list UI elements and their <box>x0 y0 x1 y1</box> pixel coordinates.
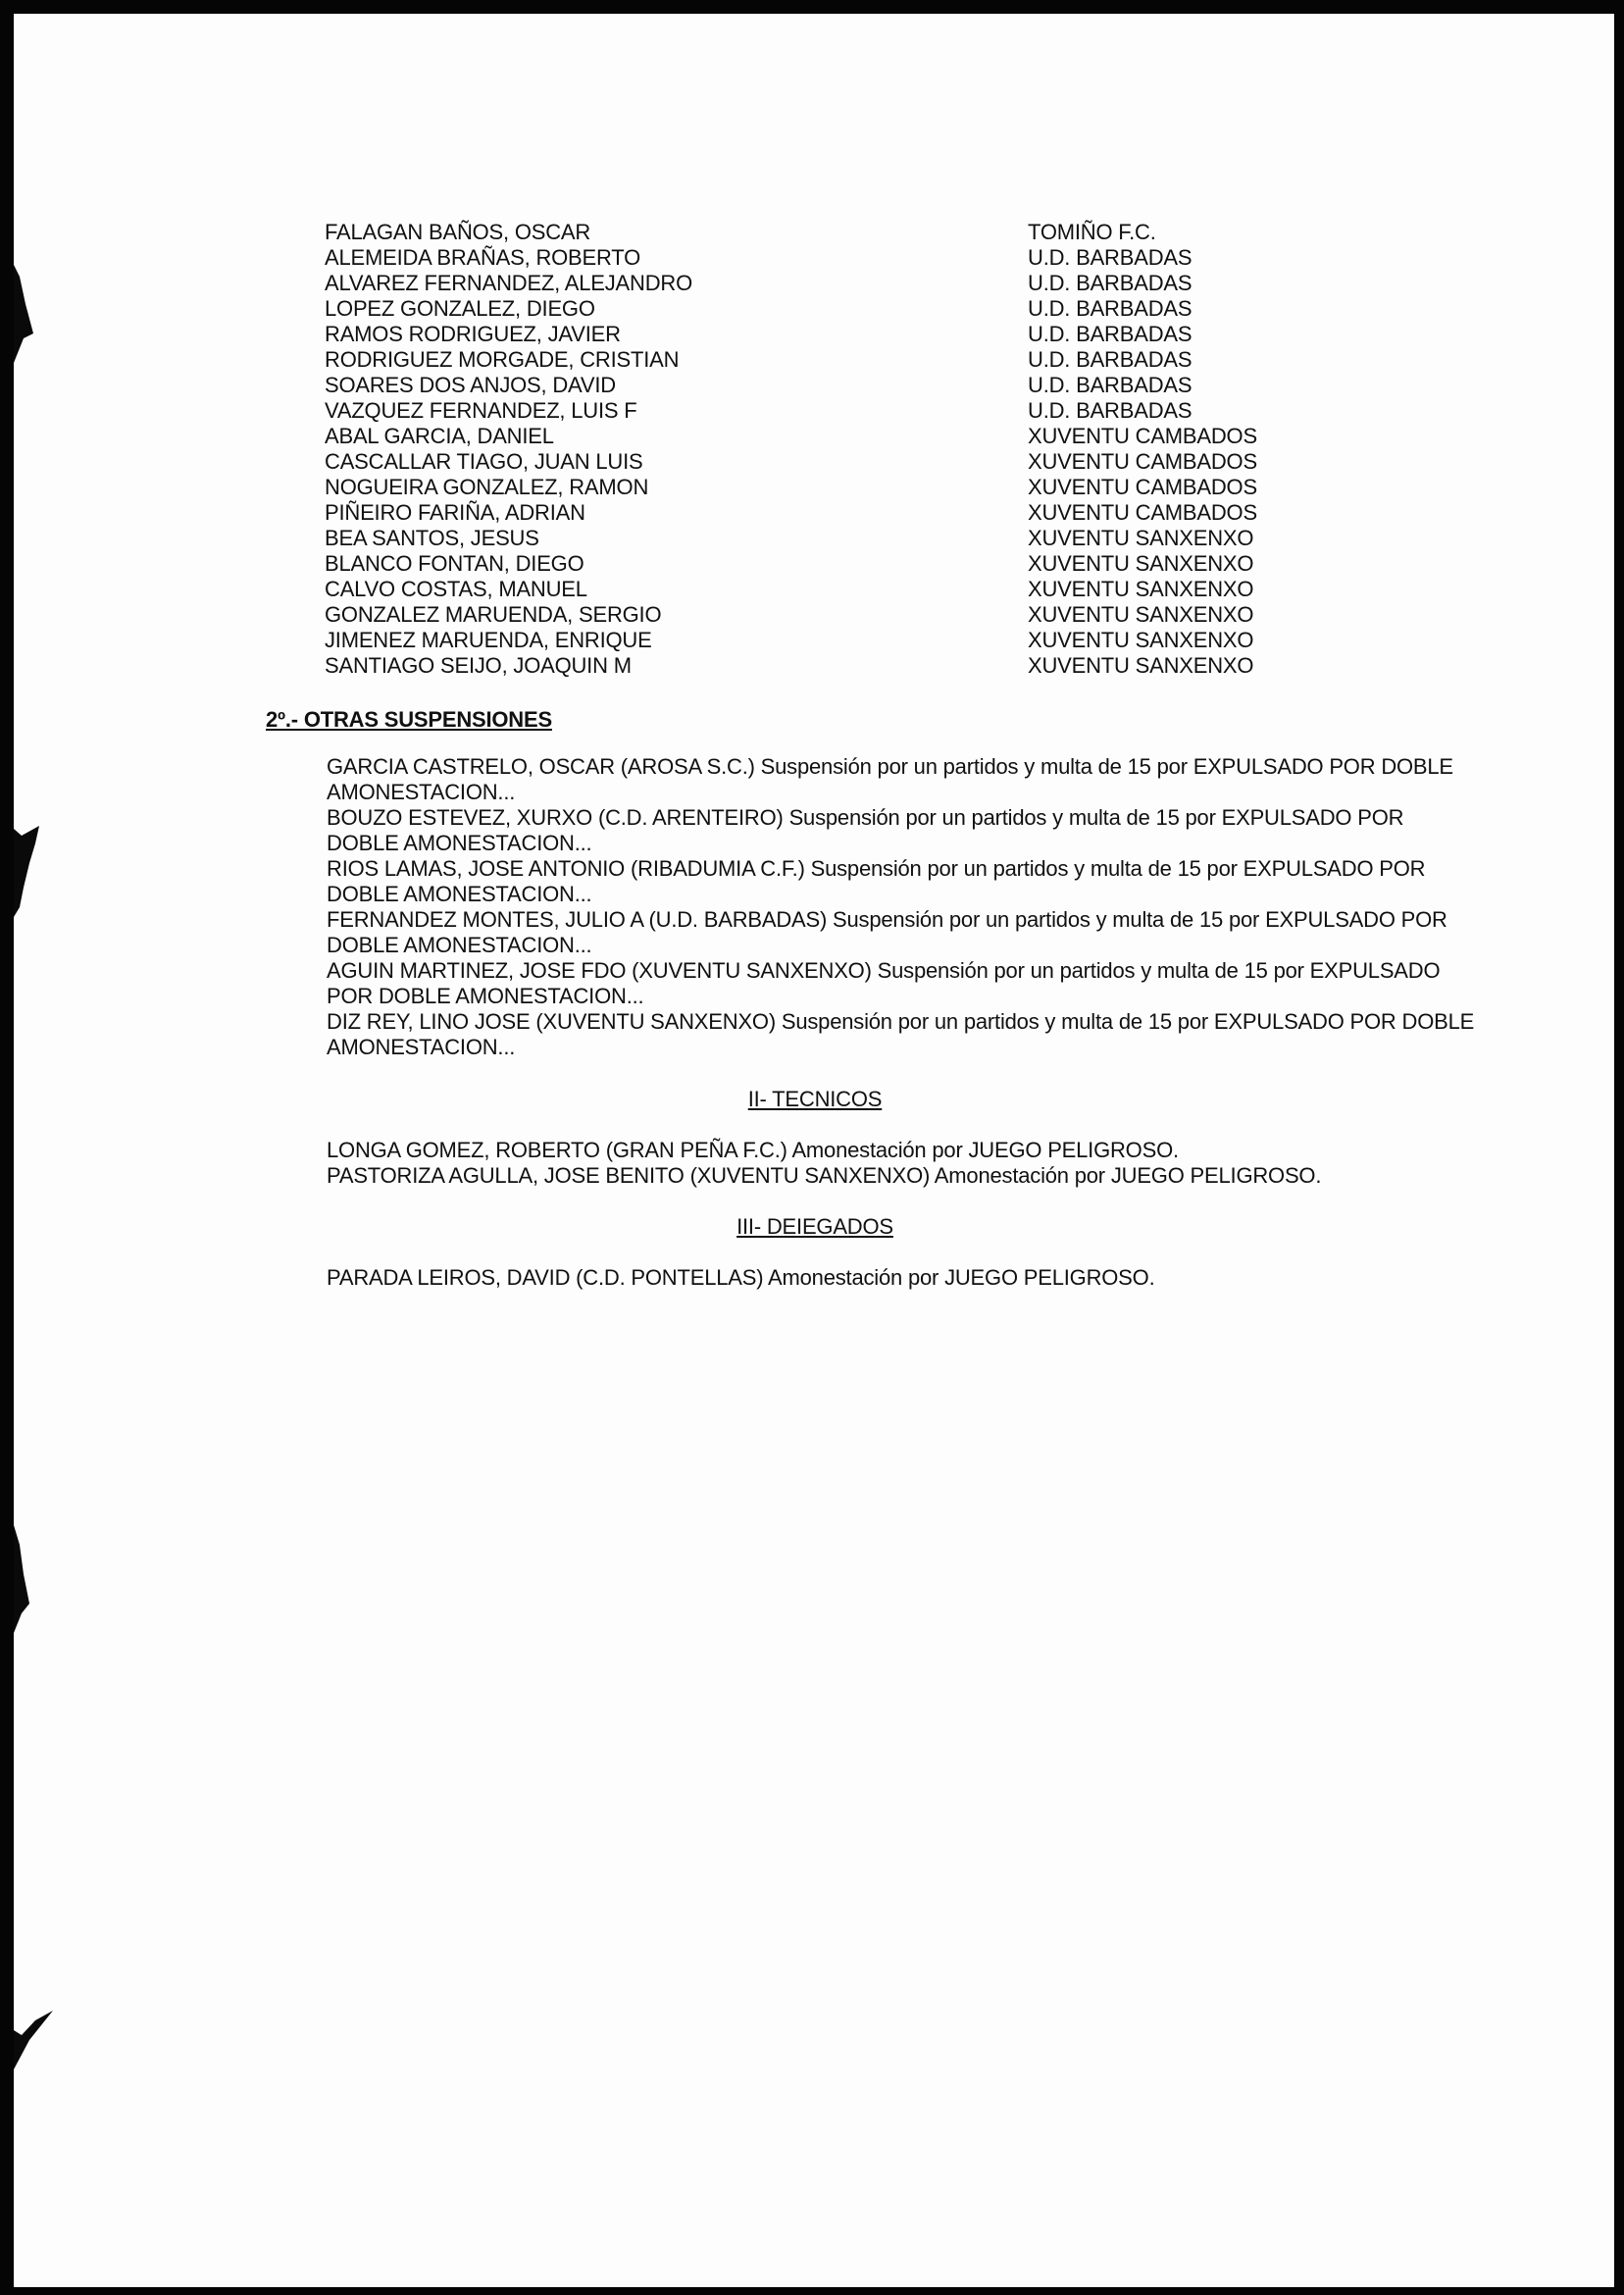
player-club: XUVENTU CAMBADOS <box>1028 500 1257 525</box>
delegados-heading-text: III- DEIEGADOS <box>736 1214 893 1239</box>
sanction-line: DOBLE AMONESTACION... <box>327 831 592 855</box>
player-name: SOARES DOS ANJOS, DAVID <box>325 373 616 397</box>
player-club: U.D. BARBADAS <box>1028 296 1193 321</box>
otras-suspensiones-heading: 2º.- OTRAS SUSPENSIONES <box>266 707 552 732</box>
player-name: ALEMEIDA BRAÑAS, ROBERTO <box>325 245 641 270</box>
player-club: XUVENTU SANXENXO <box>1028 602 1254 627</box>
list-item <box>327 805 1533 856</box>
player-club: XUVENTU SANXENXO <box>1028 551 1254 576</box>
player-name: BLANCO FONTAN, DIEGO <box>325 551 584 576</box>
table-row <box>325 526 1403 551</box>
table-row <box>325 449 1403 475</box>
sanction-line: POR DOBLE AMONESTACION... <box>327 984 644 1008</box>
list-item <box>327 907 1533 958</box>
sanction-line: DIZ REY, LINO JOSE (XUVENTU SANXENXO) Suspensión por un partidos y multa de 15 por EXPULSADO POR DOBLE <box>327 1009 1475 1034</box>
table-row <box>325 602 1403 628</box>
player-club: U.D. BARBADAS <box>1028 271 1193 295</box>
player-club: U.D. BARBADAS <box>1028 245 1193 270</box>
player-name: SANTIAGO SEIJO, JOAQUIN M <box>325 653 632 678</box>
tecnicos-heading <box>0 1087 1624 1112</box>
sanction-line: DOBLE AMONESTACION... <box>327 933 592 957</box>
table-row <box>325 475 1403 500</box>
table-row <box>325 500 1403 526</box>
player-name: ALVAREZ FERNANDEZ, ALEJANDRO <box>325 271 692 295</box>
list-item: LONGA GOMEZ, ROBERTO (GRAN PEÑA F.C.) Amonestación por JUEGO PELIGROSO. <box>327 1138 1179 1162</box>
player-name: FALAGAN BAÑOS, OSCAR <box>325 220 591 244</box>
player-club: XUVENTU SANXENXO <box>1028 653 1254 678</box>
player-name: GONZALEZ MARUENDA, SERGIO <box>325 602 662 627</box>
table-row <box>325 653 1403 679</box>
list-item <box>327 1009 1533 1060</box>
player-name: BEA SANTOS, JESUS <box>325 526 539 550</box>
table-row <box>325 424 1403 449</box>
player-club: XUVENTU CAMBADOS <box>1028 475 1257 499</box>
table-row <box>325 347 1403 373</box>
player-club: U.D. BARBADAS <box>1028 347 1193 372</box>
table-row <box>325 373 1403 398</box>
sanction-line: BOUZO ESTEVEZ, XURXO (C.D. ARENTEIRO) Suspensión por un partidos y multa de 15 por EXPULSADO POR <box>327 805 1404 830</box>
player-club: XUVENTU CAMBADOS <box>1028 449 1257 474</box>
tecnicos-list <box>327 1138 1533 1189</box>
table-row <box>325 551 1403 577</box>
player-name: PIÑEIRO FARIÑA, ADRIAN <box>325 500 585 525</box>
table-row <box>325 398 1403 424</box>
delegados-heading <box>0 1214 1624 1240</box>
player-club: TOMIÑO F.C. <box>1028 220 1156 244</box>
player-name: LOPEZ GONZALEZ, DIEGO <box>325 296 595 321</box>
list-item <box>327 754 1533 805</box>
table-row <box>325 322 1403 347</box>
sanction-line: GARCIA CASTRELO, OSCAR (AROSA S.C.) Suspensión por un partidos y multa de 15 por EXPULSADO POR DOBLE <box>327 754 1453 779</box>
table-row <box>325 271 1403 296</box>
tecnicos-heading-text: II- TECNICOS <box>747 1087 883 1111</box>
table-row <box>325 245 1403 271</box>
player-club: XUVENTU SANXENXO <box>1028 526 1254 550</box>
list-item: PARADA LEIROS, DAVID (C.D. PONTELLAS) Amonestación por JUEGO PELIGROSO. <box>327 1265 1155 1290</box>
otras-suspensiones-list <box>327 754 1533 1060</box>
player-club: U.D. BARBADAS <box>1028 398 1193 423</box>
player-name: NOGUEIRA GONZALEZ, RAMON <box>325 475 649 499</box>
player-club: U.D. BARBADAS <box>1028 373 1193 397</box>
list-item <box>327 958 1533 1009</box>
list-item <box>327 856 1533 907</box>
table-row <box>325 577 1403 602</box>
sanction-line: AMONESTACION... <box>327 780 516 804</box>
player-suspension-list <box>325 220 1403 679</box>
player-club: U.D. BARBADAS <box>1028 322 1193 346</box>
sanction-line: RIOS LAMAS, JOSE ANTONIO (RIBADUMIA C.F.) Suspensión por un partidos y multa de 15 por EXPULSADO POR <box>327 856 1426 881</box>
player-name: VAZQUEZ FERNANDEZ, LUIS F <box>325 398 637 423</box>
table-row <box>325 220 1403 245</box>
player-name: CALVO COSTAS, MANUEL <box>325 577 587 601</box>
list-item: PASTORIZA AGULLA, JOSE BENITO (XUVENTU SANXENXO) Amonestación por JUEGO PELIGROSO. <box>327 1163 1322 1188</box>
sanction-line: DOBLE AMONESTACION... <box>327 882 592 906</box>
player-club: XUVENTU CAMBADOS <box>1028 424 1257 448</box>
delegados-list <box>327 1265 1533 1291</box>
table-row <box>325 296 1403 322</box>
table-row <box>325 628 1403 653</box>
player-name: RODRIGUEZ MORGADE, CRISTIAN <box>325 347 680 372</box>
sanction-line: FERNANDEZ MONTES, JULIO A (U.D. BARBADAS) Suspensión por un partidos y multa de 15 por EXPULSADO POR <box>327 907 1447 932</box>
player-club: XUVENTU SANXENXO <box>1028 577 1254 601</box>
player-club: XUVENTU SANXENXO <box>1028 628 1254 652</box>
sanction-line: AGUIN MARTINEZ, JOSE FDO (XUVENTU SANXENXO) Suspensión por un partidos y multa de 15 por EXPULSADO <box>327 958 1441 983</box>
player-name: RAMOS RODRIGUEZ, JAVIER <box>325 322 621 346</box>
player-name: CASCALLAR TIAGO, JUAN LUIS <box>325 449 643 474</box>
sanction-line: AMONESTACION... <box>327 1035 516 1059</box>
player-name: ABAL GARCIA, DANIEL <box>325 424 554 448</box>
player-name: JIMENEZ MARUENDA, ENRIQUE <box>325 628 652 652</box>
